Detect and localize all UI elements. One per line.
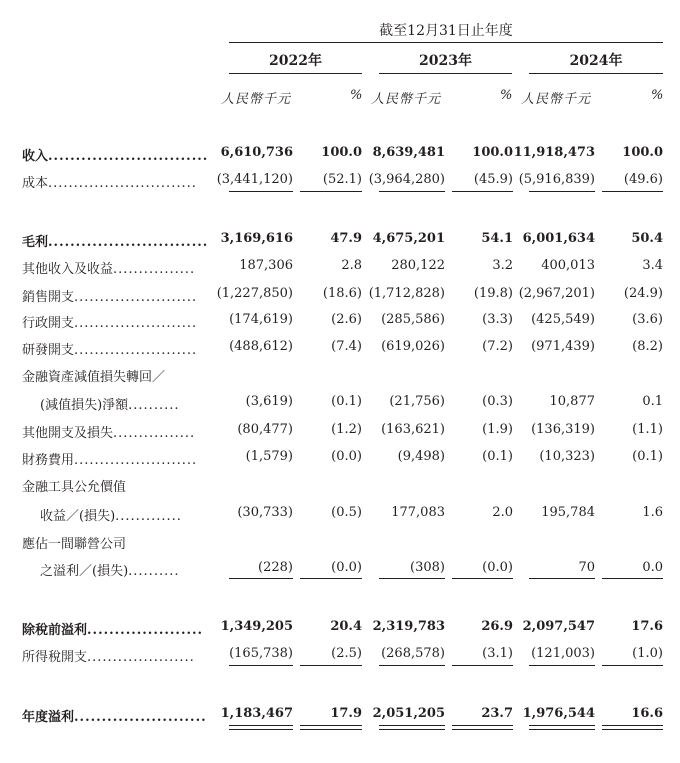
table-cell: 2.8 — [341, 258, 362, 273]
total-double-rule — [529, 725, 595, 730]
dot-leader: ..................... — [87, 623, 204, 638]
table-cell: (0.0) — [482, 560, 513, 575]
row-label — [22, 646, 195, 665]
table-row — [0, 360, 680, 388]
table-cell: (488,612) — [229, 339, 293, 354]
dot-leader: ........................ — [74, 290, 198, 305]
row-label — [22, 706, 207, 725]
table-cell: 20.4 — [330, 619, 362, 634]
dot-leader: ..................... — [87, 650, 195, 665]
table-cell: (24.9) — [623, 286, 663, 301]
table-row — [0, 388, 680, 416]
table-cell: 17.6 — [631, 619, 663, 634]
year-2022-header: 2022年 — [269, 53, 322, 69]
row-label — [22, 533, 126, 552]
dot-leader: ............................. — [48, 235, 209, 250]
table-cell: (9,498) — [397, 449, 445, 464]
row-label — [22, 449, 197, 468]
table-cell: (0.3) — [482, 394, 513, 409]
table-cell: (2,967,201) — [518, 286, 595, 301]
table-cell: 23.7 — [481, 706, 513, 721]
row-label — [40, 505, 182, 524]
table-row — [0, 527, 680, 555]
table-cell: (3,964,280) — [368, 172, 445, 187]
table-cell: 50.4 — [631, 231, 663, 246]
table-row — [0, 166, 680, 194]
table-cell: 54.1 — [481, 231, 513, 246]
total-double-rule — [379, 725, 445, 730]
table-cell: (0.1) — [482, 449, 513, 464]
table-cell: 187,306 — [239, 258, 293, 273]
table-cell: (18.6) — [322, 286, 362, 301]
row-label — [22, 619, 203, 638]
dot-leader: ............. — [115, 509, 182, 524]
table-cell: (0.1) — [632, 449, 663, 464]
table-cell: 26.9 — [481, 619, 513, 634]
year-2024-header: 2024年 — [569, 53, 623, 69]
row-label-text: 行政開支 — [22, 316, 75, 331]
unit-label-2023: 人民幣千元 — [371, 92, 442, 107]
row-label-text: 研發開支 — [22, 343, 75, 358]
dot-leader: ........................ — [74, 710, 207, 725]
total-double-rule — [452, 725, 513, 730]
dot-leader: .......... — [128, 398, 180, 413]
table-cell: (30,733) — [237, 505, 293, 520]
table-cell: (7.4) — [331, 339, 362, 354]
row-label-text: 成本 — [22, 176, 49, 191]
table-cell: (10,323) — [539, 449, 595, 464]
table-cell: (45.9) — [473, 172, 513, 187]
table-cell: 400,013 — [541, 258, 595, 273]
table-cell: 47.9 — [330, 231, 362, 246]
unit-label-2022: 人民幣千元 — [221, 92, 292, 107]
table-row — [0, 700, 680, 728]
subtotal-rule — [529, 191, 595, 192]
row-label — [40, 394, 179, 413]
table-cell: (52.1) — [322, 172, 362, 187]
table-cell: 3.2 — [492, 258, 513, 273]
header-rule — [229, 42, 663, 43]
pct-label-2024: % — [651, 88, 665, 103]
table-cell: (0.1) — [331, 394, 362, 409]
row-label-text: 金融資產減值損失轉回／ — [22, 370, 166, 385]
subtotal-rule — [229, 191, 293, 192]
table-row — [0, 613, 680, 641]
year-2022-rule — [229, 73, 362, 74]
table-cell: (1.9) — [482, 422, 513, 437]
pct-label-2022: % — [350, 88, 364, 103]
table-cell: 3,169,616 — [220, 231, 293, 246]
table-row — [0, 252, 680, 280]
table-cell: (228) — [258, 560, 293, 575]
row-label — [22, 258, 195, 277]
table-row — [0, 333, 680, 361]
table-cell: (163,621) — [381, 422, 445, 437]
table-cell: (425,549) — [531, 312, 595, 327]
table-cell: 100.0 — [321, 145, 362, 160]
row-label-text: 應佔一間聯營公司 — [22, 537, 127, 552]
row-label — [22, 366, 165, 385]
subtotal-rule — [300, 191, 362, 192]
table-row — [0, 499, 680, 527]
table-cell: (1,712,828) — [368, 286, 445, 301]
unit-label-2024: 人民幣千元 — [521, 92, 592, 107]
row-label — [22, 145, 208, 164]
table-cell: 280,122 — [391, 258, 445, 273]
table-cell: 3.4 — [642, 258, 663, 273]
table-cell: (1.0) — [632, 646, 663, 661]
row-label — [22, 231, 208, 250]
table-cell: 195,784 — [541, 505, 595, 520]
table-cell: (2.6) — [331, 312, 362, 327]
table-cell: (1.1) — [632, 422, 663, 437]
dot-leader: ............................. — [48, 176, 197, 191]
total-double-rule — [602, 725, 663, 730]
dot-leader: .......... — [128, 564, 180, 579]
table-cell: (21,756) — [389, 394, 445, 409]
subtotal-rule — [452, 665, 513, 666]
subtotal-rule — [229, 665, 293, 666]
total-double-rule — [300, 725, 362, 730]
table-cell: 11,918,473 — [513, 145, 595, 160]
table-cell: 10,877 — [549, 394, 595, 409]
table-cell: 1,976,544 — [522, 706, 595, 721]
table-cell: 100.0 — [472, 145, 513, 160]
subtotal-rule — [379, 578, 445, 579]
table-cell: 2,097,547 — [522, 619, 595, 634]
table-cell: (8.2) — [632, 339, 663, 354]
subtotal-rule — [379, 665, 445, 666]
table-cell: 1,349,205 — [220, 619, 293, 634]
table-row — [0, 225, 680, 253]
table-row — [0, 640, 680, 668]
row-label — [22, 312, 197, 331]
table-cell: 100.0 — [622, 145, 663, 160]
table-cell: 6,610,736 — [220, 145, 293, 160]
row-label — [40, 560, 179, 579]
table-cell: 177,083 — [391, 505, 445, 520]
table-cell: (80,477) — [237, 422, 293, 437]
subtotal-rule — [229, 578, 293, 579]
row-label-text: 所得稅開支 — [22, 650, 88, 665]
table-row — [0, 470, 680, 498]
row-label — [22, 476, 126, 495]
table-cell: (49.6) — [623, 172, 663, 187]
table-cell: (285,586) — [381, 312, 445, 327]
row-label-text: (減值損失)淨額 — [40, 398, 129, 413]
table-row — [0, 280, 680, 308]
row-label-text: 收益／(損失) — [40, 509, 116, 524]
table-cell: 2,051,205 — [372, 706, 445, 721]
row-label — [22, 286, 197, 305]
row-label-text: 其他收入及收益 — [22, 262, 114, 277]
row-label — [22, 172, 197, 191]
pct-label-2023: % — [500, 88, 514, 103]
row-label-text: 年度溢利 — [22, 710, 75, 725]
table-cell: (136,319) — [531, 422, 595, 437]
table-row — [0, 443, 680, 471]
table-cell: (3.6) — [632, 312, 663, 327]
table-cell: (3.3) — [482, 312, 513, 327]
table-cell: (0.5) — [331, 505, 362, 520]
table-cell: (165,738) — [229, 646, 293, 661]
table-cell: (5,916,839) — [518, 172, 595, 187]
table-cell: (619,026) — [381, 339, 445, 354]
table-cell: (971,439) — [531, 339, 595, 354]
subtotal-rule — [529, 578, 595, 579]
table-row — [0, 416, 680, 444]
table-cell: (0.0) — [331, 449, 362, 464]
dot-leader: ........................ — [74, 343, 198, 358]
table-cell: (3,619) — [245, 394, 293, 409]
year-2024-rule — [529, 73, 663, 74]
table-cell: 0.0 — [642, 560, 663, 575]
table-cell: (7.2) — [482, 339, 513, 354]
period-header: 截至12月31日止年度 — [379, 23, 513, 39]
table-cell: (1,227,850) — [216, 286, 293, 301]
subtotal-rule — [452, 578, 513, 579]
subtotal-rule — [379, 191, 445, 192]
row-label-text: 之溢利／(損失) — [40, 564, 129, 579]
year-2023-header: 2023年 — [419, 53, 472, 69]
row-label-text: 除稅前溢利 — [22, 623, 88, 638]
table-cell: 2.0 — [492, 505, 513, 520]
table-cell: (19.8) — [473, 286, 513, 301]
table-cell: (3,441,120) — [216, 172, 293, 187]
table-cell: (1.2) — [331, 422, 362, 437]
table-cell: 0.1 — [642, 394, 663, 409]
year-2023-rule — [379, 73, 512, 74]
table-cell: 16.6 — [631, 706, 663, 721]
row-label-text: 銷售開支 — [22, 290, 75, 305]
subtotal-rule — [452, 191, 513, 192]
total-double-rule — [229, 725, 293, 730]
table-cell: (3.1) — [482, 646, 513, 661]
row-label — [22, 339, 197, 358]
dot-leader: ................ — [113, 426, 196, 441]
table-cell: 1,183,467 — [220, 706, 293, 721]
row-label-text: 毛利 — [22, 235, 49, 250]
table-cell: (308) — [410, 560, 445, 575]
table-row — [0, 306, 680, 334]
row-label-text: 收入 — [22, 149, 49, 164]
subtotal-rule — [602, 191, 663, 192]
subtotal-rule — [300, 578, 362, 579]
table-cell: (174,619) — [229, 312, 293, 327]
dot-leader: ............................. — [48, 149, 209, 164]
table-cell: (268,578) — [381, 646, 445, 661]
dot-leader: ........................ — [74, 453, 198, 468]
subtotal-rule — [300, 665, 362, 666]
table-cell: 17.9 — [330, 706, 362, 721]
subtotal-rule — [602, 578, 663, 579]
subtotal-rule — [602, 665, 663, 666]
table-cell: 4,675,201 — [372, 231, 445, 246]
table-cell: 8,639,481 — [372, 145, 445, 160]
table-cell: 6,001,634 — [522, 231, 595, 246]
table-cell: (0.0) — [331, 560, 362, 575]
dot-leader: ................ — [113, 262, 196, 277]
table-cell: (1,579) — [245, 449, 293, 464]
dot-leader: ........................ — [74, 316, 198, 331]
table-cell: (121,003) — [531, 646, 595, 661]
table-cell: 2,319,783 — [372, 619, 445, 634]
subtotal-rule — [529, 665, 595, 666]
row-label-text: 財務費用 — [22, 453, 75, 468]
row-label-text: 金融工具公允價值 — [22, 480, 127, 495]
row-label — [22, 422, 195, 441]
table-cell: 70 — [578, 560, 595, 575]
table-cell: 1.6 — [642, 505, 663, 520]
table-row — [0, 139, 680, 167]
table-cell: (2.5) — [331, 646, 362, 661]
row-label-text: 其他開支及損失 — [22, 426, 114, 441]
